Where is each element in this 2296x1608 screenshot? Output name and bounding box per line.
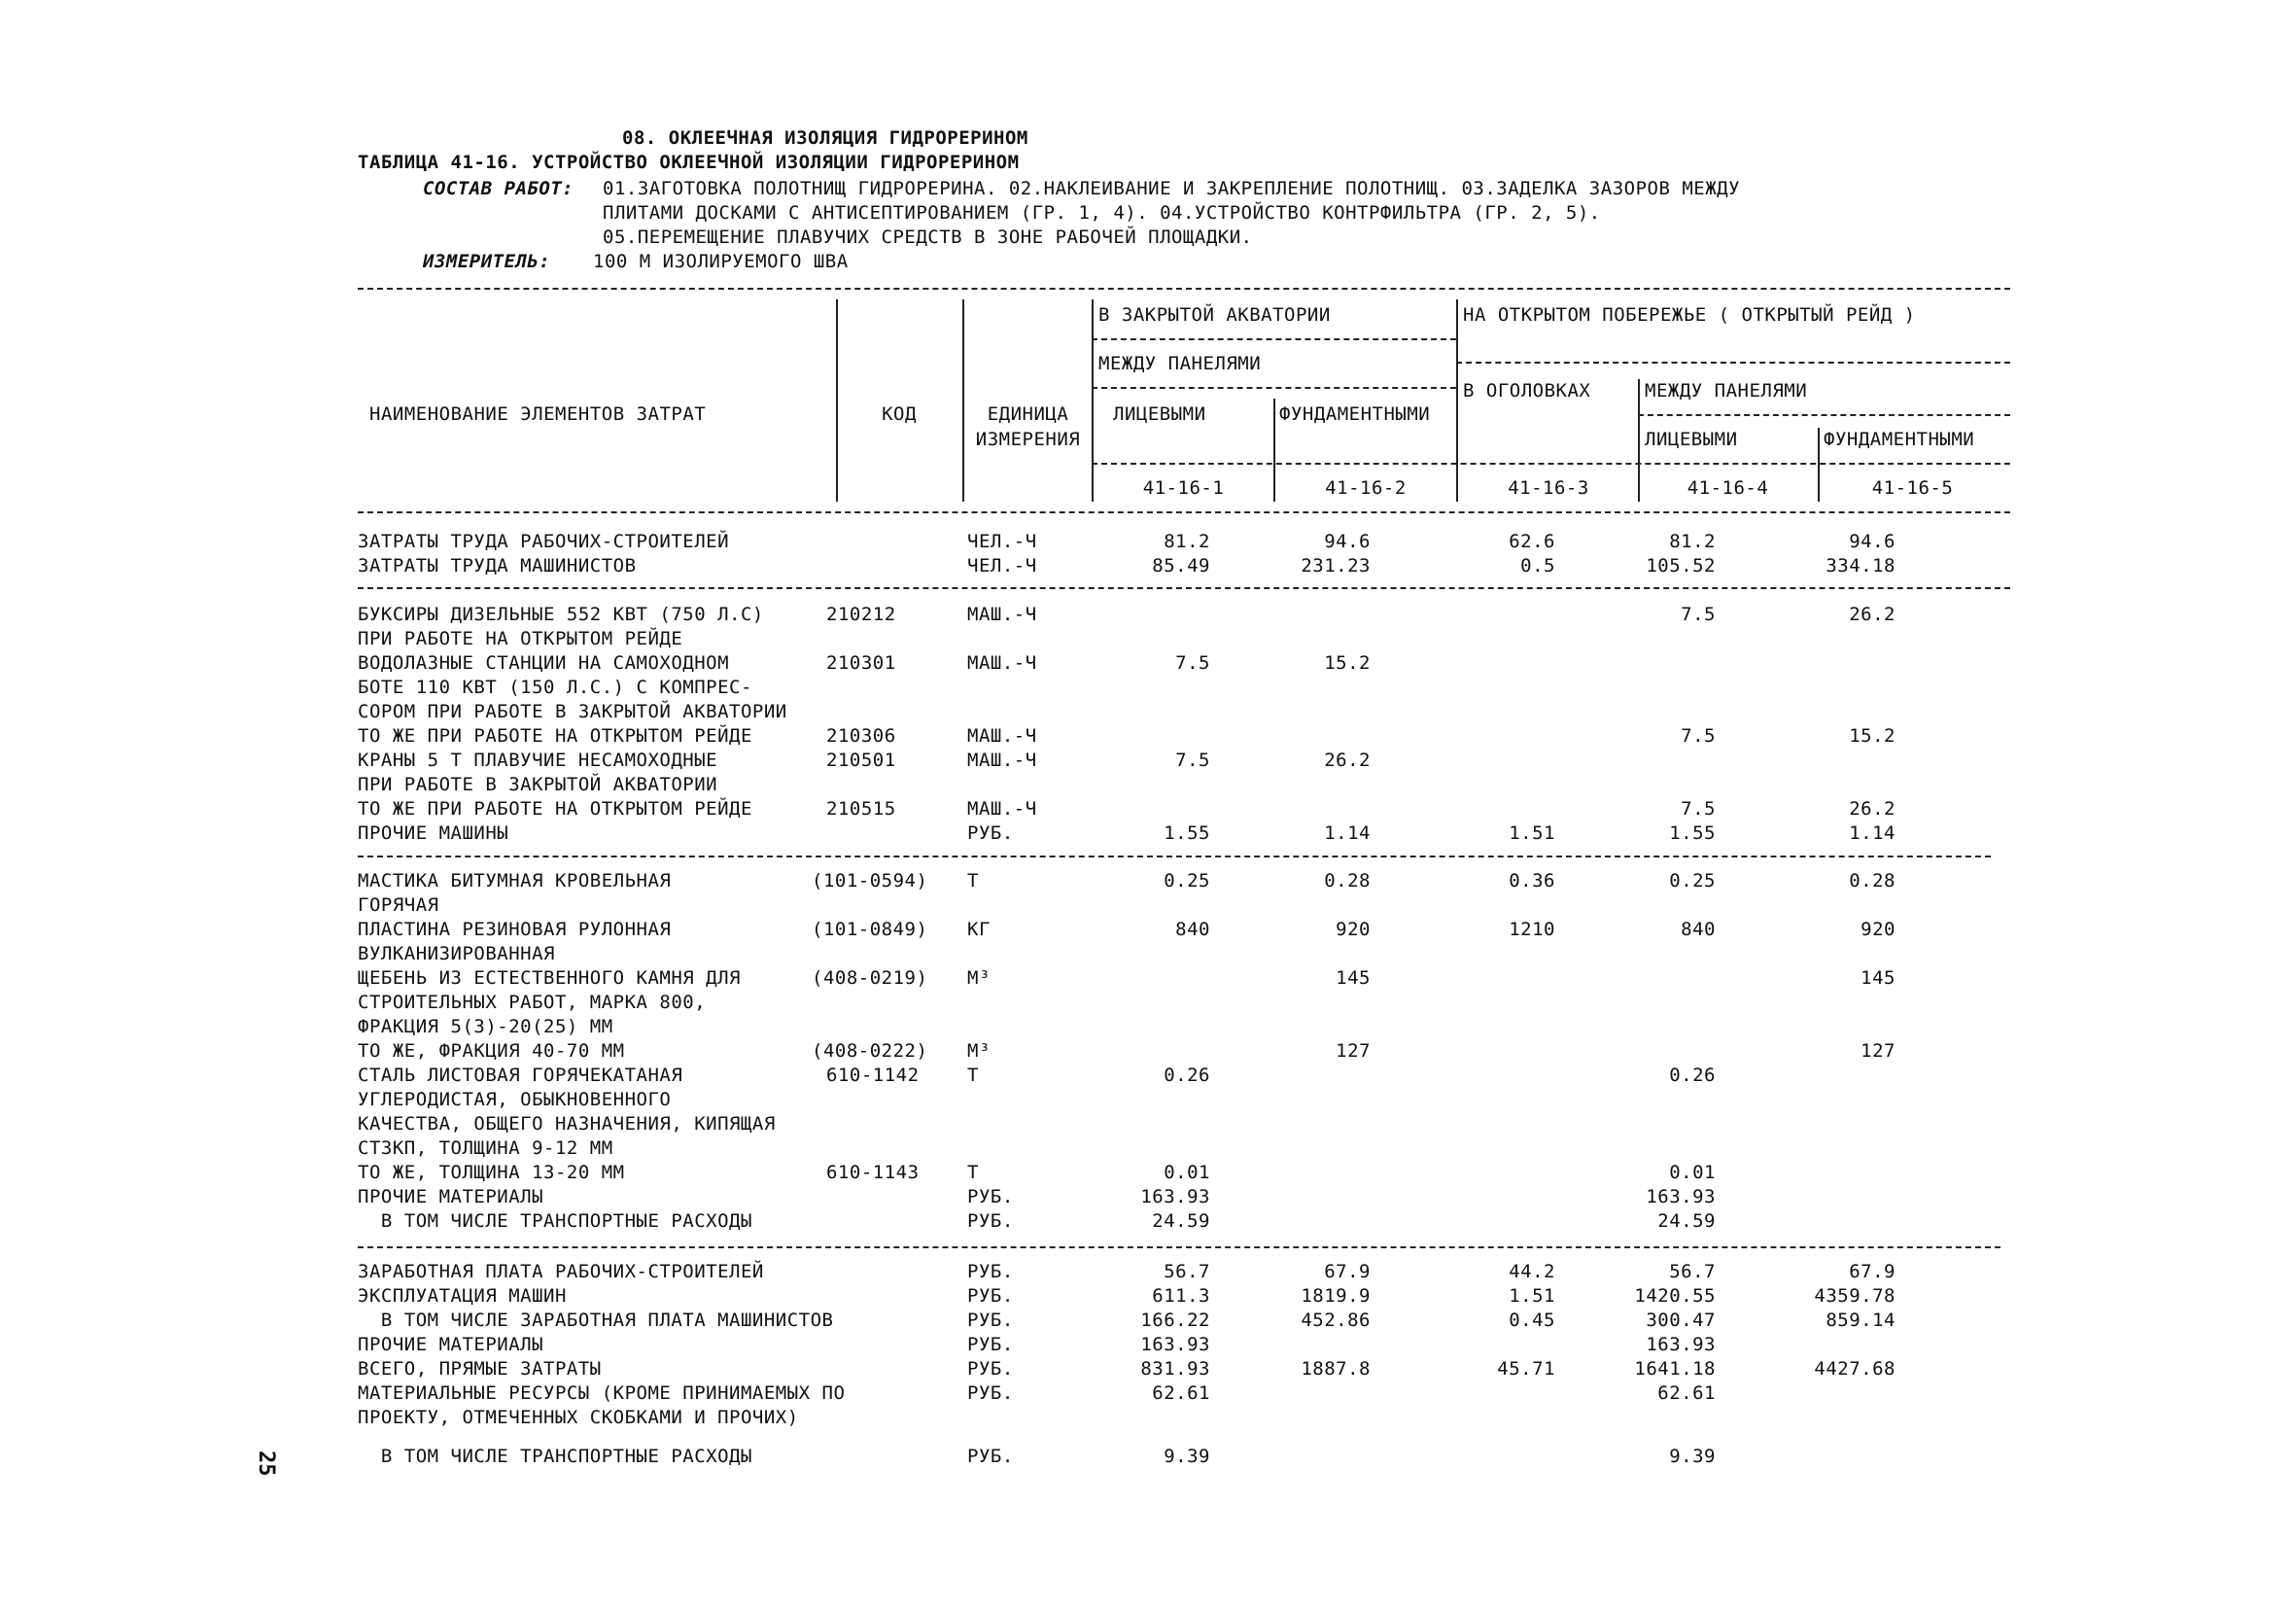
row-name: ЭКСПЛУАТАЦИЯ МАШИН bbox=[358, 1285, 567, 1307]
row-unit: РУБ. bbox=[967, 1382, 1014, 1404]
row-value-5: 334.18 bbox=[1826, 555, 1896, 577]
row-name: ТО ЖЕ ПРИ РАБОТЕ НА ОТКРЫТОМ РЕЙДЕ bbox=[358, 798, 752, 820]
row-value-1: 0.01 bbox=[1164, 1162, 1210, 1183]
col-divider-code bbox=[962, 299, 964, 502]
col-head-face: ЛИЦЕВЫМИ bbox=[1113, 403, 1206, 425]
row-name: ПРОЧИЕ МАТЕРИАЛЫ bbox=[358, 1334, 544, 1355]
row-value-5: 859.14 bbox=[1826, 1310, 1896, 1331]
row-unit: МАШ.-Ч bbox=[967, 652, 1037, 674]
row-name: ЗАТРАТЫ ТРУДА МАШИНИСТОВ bbox=[358, 555, 637, 577]
row-value-4: 1420.55 bbox=[1634, 1285, 1716, 1307]
row-value-1: 163.93 bbox=[1140, 1334, 1210, 1355]
row-unit: Т bbox=[967, 870, 979, 891]
row-value-4: 56.7 bbox=[1669, 1261, 1716, 1282]
row-value-4: 0.25 bbox=[1669, 870, 1716, 891]
row-unit: МАШ.-Ч bbox=[967, 798, 1037, 820]
row-value-5: 26.2 bbox=[1849, 604, 1896, 625]
work-composition-label: СОСТАВ РАБОТ: bbox=[423, 178, 574, 199]
row-value-2: 231.23 bbox=[1301, 555, 1371, 577]
col-head-open-coast: НА ОТКРЫТОМ ПОБЕРЕЖЬЕ ( ОТКРЫТЫЙ РЕЙД ) bbox=[1463, 304, 1916, 326]
row-unit: РУБ. bbox=[967, 1210, 1014, 1232]
col-code-2: 41-16-2 bbox=[1325, 477, 1407, 499]
row-value-5: 920 bbox=[1861, 919, 1896, 940]
row-name: ГОРЯЧАЯ bbox=[358, 894, 439, 916]
table-title: ТАБЛИЦА 41-16. УСТРОЙСТВО ОКЛЕЕЧНОЙ ИЗОЛЯЦИИ ГИДРОРЕРИНОМ bbox=[358, 152, 1020, 173]
row-value-2: 452.86 bbox=[1301, 1310, 1371, 1331]
row-code: 210501 bbox=[826, 750, 896, 771]
row-value-5: 127 bbox=[1861, 1040, 1896, 1062]
row-code: 210515 bbox=[826, 798, 896, 820]
col-head-unit-1: ЕДИНИЦА bbox=[987, 403, 1069, 425]
row-value-4: 7.5 bbox=[1681, 725, 1716, 747]
row-value-3: 0.5 bbox=[1520, 555, 1555, 577]
row-unit: МАШ.-Ч bbox=[967, 604, 1037, 625]
row-value-1: 81.2 bbox=[1164, 531, 1210, 552]
row-value-5: 1.14 bbox=[1849, 822, 1896, 844]
col-code-3: 41-16-3 bbox=[1508, 477, 1589, 499]
row-name: ЩЕБЕНЬ ИЗ ЕСТЕСТВЕННОГО КАМНЯ ДЛЯ bbox=[358, 967, 741, 989]
row-name: ЗАРАБОТНАЯ ПЛАТА РАБОЧИХ-СТРОИТЕЛЕЙ bbox=[358, 1261, 764, 1282]
row-name: В ТОМ ЧИСЛЕ ТРАНСПОРТНЫЕ РАСХОДЫ bbox=[358, 1446, 752, 1467]
row-value-5: 4427.68 bbox=[1814, 1358, 1896, 1380]
col-code-5: 41-16-5 bbox=[1871, 477, 1954, 499]
row-value-4: 81.2 bbox=[1669, 531, 1716, 552]
row-value-5: 145 bbox=[1861, 967, 1896, 989]
row-value-3: 62.6 bbox=[1509, 531, 1555, 552]
row-name: СТАЛЬ ЛИСТОВАЯ ГОРЯЧЕКАТАНАЯ bbox=[358, 1065, 683, 1086]
work-composition-line-2: ПЛИТАМИ ДОСКАМИ С АНТИСЕПТИРОВАНИЕМ (ГР. 1, 4). 04.УСТРОЙСТВО КОНТРФИЛЬТРА (ГР. 2, 5). bbox=[603, 202, 1601, 224]
row-value-1: 0.25 bbox=[1164, 870, 1210, 891]
row-value-2: 920 bbox=[1336, 919, 1371, 940]
col-divider-closed bbox=[1273, 399, 1275, 502]
row-value-3: 0.45 bbox=[1509, 1310, 1555, 1331]
row-value-1: 840 bbox=[1175, 919, 1210, 940]
row-value-4: 300.47 bbox=[1646, 1310, 1716, 1331]
row-unit: РУБ. bbox=[967, 1285, 1014, 1307]
row-unit: РУБ. bbox=[967, 1310, 1014, 1331]
row-value-1: 62.61 bbox=[1152, 1382, 1210, 1404]
row-value-2: 67.9 bbox=[1324, 1261, 1371, 1282]
row-value-2: 1.14 bbox=[1324, 822, 1371, 844]
col-code-4: 41-16-4 bbox=[1687, 477, 1769, 499]
table-top-rule bbox=[358, 288, 2010, 290]
col-head-heads: В ОГОЛОВКАХ bbox=[1463, 380, 1591, 402]
row-value-5: 26.2 bbox=[1849, 798, 1896, 820]
col-head-between-panels: МЕЖДУ ПАНЕЛЯМИ bbox=[1098, 353, 1262, 374]
rule-codes bbox=[1092, 463, 2010, 465]
row-value-1: 0.26 bbox=[1164, 1065, 1210, 1086]
row-unit: МАШ.-Ч bbox=[967, 725, 1037, 747]
row-value-5: 4359.78 bbox=[1814, 1285, 1896, 1307]
row-unit: РУБ. bbox=[967, 822, 1014, 844]
work-composition-line-3: 05.ПЕРЕМЕЩЕНИЕ ПЛАВУЧИХ СРЕДСТВ В ЗОНЕ РАБОЧЕЙ ПЛОЩАДКИ. bbox=[603, 227, 1253, 248]
row-value-4: 0.26 bbox=[1669, 1065, 1716, 1086]
row-name: ТО ЖЕ ПРИ РАБОТЕ НА ОТКРЫТОМ РЕЙДЕ bbox=[358, 725, 752, 747]
col-head-unit-2: ИЗМЕРЕНИЯ bbox=[975, 429, 1081, 450]
row-value-2: 26.2 bbox=[1324, 750, 1371, 771]
col-head-face-2: ЛИЦЕВЫМИ bbox=[1645, 429, 1738, 450]
col-head-closed-area: В ЗАКРЫТОЙ АКВАТОРИИ bbox=[1098, 304, 1331, 326]
row-value-4: 7.5 bbox=[1681, 798, 1716, 820]
row-name: КАЧЕСТВА, ОБЩЕГО НАЗНАЧЕНИЯ, КИПЯЩАЯ bbox=[358, 1113, 776, 1135]
row-name: ВУЛКАНИЗИРОВАННАЯ bbox=[358, 943, 555, 964]
row-code: (101-0849) bbox=[812, 919, 928, 940]
row-name: СТРОИТЕЛЬНЫХ РАБОТ, МАРКА 800, bbox=[358, 992, 707, 1013]
row-name: ПРОЕКТУ, ОТМЕЧЕННЫХ СКОБКАМИ И ПРОЧИХ) bbox=[358, 1407, 799, 1428]
col-head-name: НАИМЕНОВАНИЕ ЭЛЕМЕНТОВ ЗАТРАТ bbox=[369, 403, 707, 425]
col-divider-unit bbox=[1092, 299, 1094, 502]
row-code: (101-0594) bbox=[812, 870, 928, 891]
rule-closed-area bbox=[1092, 338, 1456, 340]
row-value-2: 94.6 bbox=[1324, 531, 1371, 552]
col-divider-open bbox=[1818, 428, 1820, 502]
row-code: (408-0219) bbox=[812, 967, 928, 989]
row-value-1: 166.22 bbox=[1140, 1310, 1210, 1331]
row-value-2: 1887.8 bbox=[1301, 1358, 1371, 1380]
row-unit: Т bbox=[967, 1162, 979, 1183]
row-name: МАСТИКА БИТУМНАЯ КРОВЕЛЬНАЯ bbox=[358, 870, 672, 891]
row-value-1: 7.5 bbox=[1175, 750, 1210, 771]
row-value-2: 1819.9 bbox=[1301, 1285, 1371, 1307]
row-name: УГЛЕРОДИСТАЯ, ОБЫКНОВЕННОГО bbox=[358, 1089, 672, 1110]
col-divider-area bbox=[1456, 299, 1458, 502]
row-value-2: 15.2 bbox=[1324, 652, 1371, 674]
row-value-1: 611.3 bbox=[1152, 1285, 1210, 1307]
row-value-4: 7.5 bbox=[1681, 604, 1716, 625]
row-unit: М³ bbox=[967, 967, 991, 989]
row-value-3: 1.51 bbox=[1509, 1285, 1555, 1307]
row-code: 210306 bbox=[826, 725, 896, 747]
meter-value: 100 М ИЗОЛИРУЕМОГО ШВА bbox=[593, 251, 849, 272]
row-name: КРАНЫ 5 Т ПЛАВУЧИЕ НЕСАМОХОДНЫЕ bbox=[358, 750, 718, 771]
row-name: СОРОМ ПРИ РАБОТЕ В ЗАКРЫТОЙ АКВАТОРИИ bbox=[358, 701, 787, 722]
row-value-2: 145 bbox=[1336, 967, 1371, 989]
work-composition-line-1: 01.ЗАГОТОВКА ПОЛОТНИЩ ГИДРОРЕРИНА. 02.НАКЛЕИВАНИЕ И ЗАКРЕПЛЕНИЕ ПОЛОТНИЩ. 03.ЗАДЕЛКА ЗАЗОРОВ МЕЖДУ bbox=[603, 178, 1741, 199]
rule-between-panels-2 bbox=[1638, 414, 2010, 416]
row-unit: ЧЕЛ.-Ч bbox=[967, 531, 1037, 552]
row-value-5: 67.9 bbox=[1849, 1261, 1896, 1282]
section-heading: 08. ОКЛЕЕЧНАЯ ИЗОЛЯЦИЯ ГИДРОРЕРИНОМ bbox=[622, 127, 1028, 149]
rule-between-panels bbox=[1092, 387, 1456, 389]
row-value-4: 105.52 bbox=[1646, 555, 1716, 577]
row-name: БУКСИРЫ ДИЗЕЛЬНЫЕ 552 КВТ (750 Л.С) bbox=[358, 604, 764, 625]
row-unit: РУБ. bbox=[967, 1261, 1014, 1282]
row-value-5: 15.2 bbox=[1849, 725, 1896, 747]
row-value-4: 9.39 bbox=[1669, 1446, 1716, 1467]
section-rule-totals bbox=[358, 1246, 2000, 1248]
row-name: ВСЕГО, ПРЯМЫЕ ЗАТРАТЫ bbox=[358, 1358, 602, 1380]
page-number: 25 bbox=[254, 1451, 278, 1477]
row-value-5: 0.28 bbox=[1849, 870, 1896, 891]
row-name: ПЛАСТИНА РЕЗИНОВАЯ РУЛОННАЯ bbox=[358, 919, 672, 940]
row-value-4: 163.93 bbox=[1646, 1186, 1716, 1207]
row-value-4: 840 bbox=[1681, 919, 1716, 940]
row-value-3: 1.51 bbox=[1509, 822, 1555, 844]
row-code: 610-1143 bbox=[826, 1162, 920, 1183]
row-unit: РУБ. bbox=[967, 1334, 1014, 1355]
meter-label: ИЗМЕРИТЕЛЬ: bbox=[423, 251, 551, 272]
row-unit: КГ bbox=[967, 919, 991, 940]
row-name: БОТЕ 110 КВТ (150 Л.С.) С КОМПРЕС- bbox=[358, 677, 752, 698]
row-value-4: 1.55 bbox=[1669, 822, 1716, 844]
row-name: ПРОЧИЕ МАШИНЫ bbox=[358, 822, 509, 844]
row-name: ТО ЖЕ, ФРАКЦИЯ 40-70 ММ bbox=[358, 1040, 625, 1062]
row-value-3: 0.36 bbox=[1509, 870, 1555, 891]
row-value-2: 0.28 bbox=[1324, 870, 1371, 891]
row-value-4: 1641.18 bbox=[1634, 1358, 1716, 1380]
row-value-2: 127 bbox=[1336, 1040, 1371, 1062]
row-unit: Т bbox=[967, 1065, 979, 1086]
row-value-1: 1.55 bbox=[1164, 822, 1210, 844]
row-code: 610-1142 bbox=[826, 1065, 920, 1086]
row-unit: ЧЕЛ.-Ч bbox=[967, 555, 1037, 577]
row-name: ЗАТРАТЫ ТРУДА РАБОЧИХ-СТРОИТЕЛЕЙ bbox=[358, 531, 730, 552]
row-value-3: 45.71 bbox=[1497, 1358, 1555, 1380]
row-value-1: 24.59 bbox=[1152, 1210, 1210, 1232]
col-divider-heads bbox=[1638, 379, 1640, 502]
row-value-4: 0.01 bbox=[1669, 1162, 1716, 1183]
row-unit: РУБ. bbox=[967, 1358, 1014, 1380]
row-value-3: 1210 bbox=[1509, 919, 1555, 940]
row-name: ПРОЧИЕ МАТЕРИАЛЫ bbox=[358, 1186, 544, 1207]
row-name: ПРИ РАБОТЕ НА ОТКРЫТОМ РЕЙДЕ bbox=[358, 628, 683, 649]
row-name: ПРИ РАБОТЕ В ЗАКРЫТОЙ АКВАТОРИИ bbox=[358, 774, 718, 795]
row-code: 210301 bbox=[826, 652, 896, 674]
row-code: (408-0222) bbox=[812, 1040, 928, 1062]
section-rule-materials bbox=[358, 856, 1991, 857]
row-name: МАТЕРИАЛЬНЫЕ РЕСУРСЫ (КРОМЕ ПРИНИМАЕМЫХ ПО bbox=[358, 1382, 846, 1404]
row-unit: МАШ.-Ч bbox=[967, 750, 1037, 771]
col-code-1: 41-16-1 bbox=[1142, 477, 1225, 499]
row-value-1: 85.49 bbox=[1152, 555, 1210, 577]
table-head-bottom-rule bbox=[358, 511, 2010, 513]
col-head-code: КОД bbox=[882, 403, 917, 425]
row-value-1: 163.93 bbox=[1140, 1186, 1210, 1207]
row-value-4: 24.59 bbox=[1657, 1210, 1716, 1232]
col-head-foundation-2: ФУНДАМЕНТНЫМИ bbox=[1824, 429, 1975, 450]
row-unit: М³ bbox=[967, 1040, 991, 1062]
row-value-3: 44.2 bbox=[1509, 1261, 1555, 1282]
row-value-4: 62.61 bbox=[1657, 1382, 1716, 1404]
row-value-5: 94.6 bbox=[1849, 531, 1896, 552]
col-head-foundation: ФУНДАМЕНТНЫМИ bbox=[1279, 403, 1431, 425]
row-value-4: 163.93 bbox=[1646, 1334, 1716, 1355]
rule-open-coast bbox=[1456, 362, 2010, 364]
row-name: СТЗКП, ТОЛЩИНА 9-12 ММ bbox=[358, 1137, 613, 1159]
col-divider-name bbox=[836, 299, 838, 502]
row-value-1: 7.5 bbox=[1175, 652, 1210, 674]
row-name: В ТОМ ЧИСЛЕ ЗАРАБОТНАЯ ПЛАТА МАШИНИСТОВ bbox=[358, 1310, 834, 1331]
row-code: 210212 bbox=[826, 604, 896, 625]
row-name: ФРАКЦИЯ 5(3)-20(25) ММ bbox=[358, 1016, 613, 1037]
row-value-1: 831.93 bbox=[1140, 1358, 1210, 1380]
row-name: ТО ЖЕ, ТОЛЩИНА 13-20 ММ bbox=[358, 1162, 625, 1183]
section-rule-machines bbox=[358, 587, 2010, 589]
row-name: В ТОМ ЧИСЛЕ ТРАНСПОРТНЫЕ РАСХОДЫ bbox=[358, 1210, 752, 1232]
row-name: ВОДОЛАЗНЫЕ СТАНЦИИ НА САМОХОДНОМ bbox=[358, 652, 730, 674]
col-head-between-panels-2: МЕЖДУ ПАНЕЛЯМИ bbox=[1645, 380, 1808, 402]
row-unit: РУБ. bbox=[967, 1446, 1014, 1467]
row-unit: РУБ. bbox=[967, 1186, 1014, 1207]
row-value-1: 9.39 bbox=[1164, 1446, 1210, 1467]
row-value-1: 56.7 bbox=[1164, 1261, 1210, 1282]
